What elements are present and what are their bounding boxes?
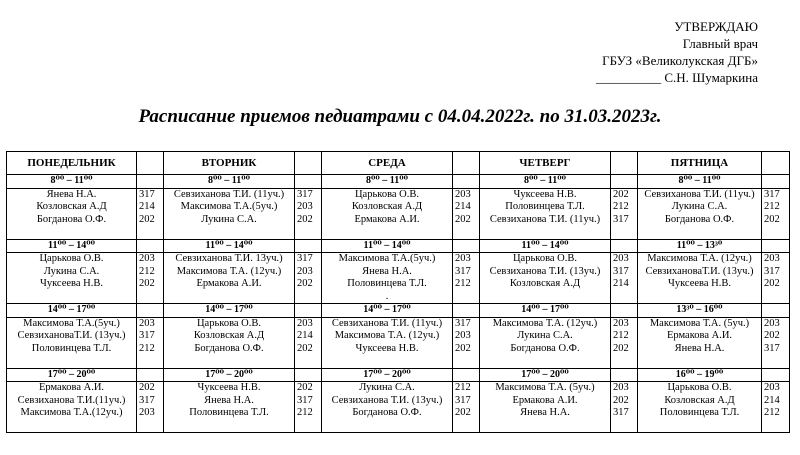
room-number: 203 bbox=[613, 253, 629, 264]
doctor-name: Максимова Т.А.(5уч.) bbox=[338, 253, 436, 264]
room-list bbox=[762, 317, 790, 368]
day-header: ПЯТНИЦА bbox=[638, 152, 762, 175]
doctor-list bbox=[7, 317, 137, 368]
doctor-list bbox=[638, 253, 762, 304]
doctor-name: Царькова О.В. bbox=[39, 253, 104, 264]
doctor-name: Лукина С.А. bbox=[359, 382, 415, 393]
room-number: 203 bbox=[297, 265, 313, 277]
doctor-name: Ермакова А.И. bbox=[354, 213, 420, 225]
time-slot: 14⁰⁰ – 17⁰⁰ bbox=[322, 304, 453, 318]
room-header bbox=[453, 152, 480, 175]
room-number: 317 bbox=[455, 317, 471, 329]
doctor-row bbox=[7, 188, 790, 239]
doctor-list bbox=[638, 188, 762, 239]
room-number: 214 bbox=[139, 201, 155, 212]
room-list bbox=[295, 188, 322, 239]
doctor-list bbox=[322, 253, 453, 304]
room-number: 214 bbox=[764, 394, 780, 406]
room-column-spacer bbox=[137, 239, 164, 253]
room-number: 317 bbox=[455, 394, 471, 406]
doctor-name: Половинцева Т.Л. bbox=[505, 201, 585, 212]
doctor-name: Богданова О.Ф. bbox=[664, 213, 735, 225]
doctor-name: Половинцева Т.Л. bbox=[189, 407, 269, 418]
room-number: 212 bbox=[613, 201, 629, 212]
room-column-spacer bbox=[295, 239, 322, 253]
time-slot: 13³⁰ – 16⁰⁰ bbox=[638, 304, 762, 318]
doctor-list bbox=[164, 382, 295, 433]
schedule-body bbox=[7, 175, 790, 433]
room-column-spacer bbox=[762, 239, 790, 253]
doctor-list bbox=[7, 382, 137, 433]
doctor-name: Максимова Т.А. (5уч.) bbox=[495, 382, 595, 393]
room-number: 317 bbox=[139, 330, 155, 341]
doctor-name: Максимова Т.А. (12уч.) bbox=[492, 317, 598, 329]
room-list bbox=[762, 382, 790, 433]
approval-signature-line: __________ С.Н. Шумаркина bbox=[596, 70, 758, 85]
time-slot: 8⁰⁰ – 11⁰⁰ bbox=[322, 175, 453, 189]
doctor-name: . bbox=[385, 290, 389, 302]
approval-organization: ГБУЗ «Великолукская ДГБ» bbox=[602, 53, 758, 68]
room-number: 212 bbox=[297, 407, 313, 418]
time-slot-row bbox=[7, 239, 790, 253]
room-column-spacer bbox=[762, 304, 790, 318]
room-column-spacer bbox=[611, 175, 638, 189]
doctor-name: Ермакова А.И. bbox=[196, 278, 262, 289]
room-number: 317 bbox=[297, 394, 313, 406]
room-number: 202 bbox=[613, 394, 629, 406]
time-slot: 11⁰⁰ – 14⁰⁰ bbox=[480, 239, 611, 253]
doctor-name: Севзиханова Т.И.(11уч.) bbox=[17, 394, 126, 406]
doctor-list bbox=[480, 188, 611, 239]
room-number: 214 bbox=[613, 278, 629, 289]
doctor-list bbox=[164, 253, 295, 304]
approval-heading: УТВЕРЖДАЮ bbox=[674, 19, 758, 34]
room-list bbox=[137, 188, 164, 239]
doctor-row bbox=[7, 253, 790, 304]
time-slot: 16⁰⁰ – 19⁰⁰ bbox=[638, 368, 762, 382]
day-header: ВТОРНИК bbox=[164, 152, 295, 175]
doctor-name: Лукина С.А. bbox=[43, 265, 100, 277]
room-column-spacer bbox=[137, 368, 164, 382]
room-number: 203 bbox=[139, 253, 155, 264]
doctor-list bbox=[638, 317, 762, 368]
doctor-list bbox=[480, 382, 611, 433]
doctor-name: Половинцева Т.Л. bbox=[659, 407, 740, 418]
doctor-name: Максимова Т.А. (12уч.) bbox=[334, 330, 440, 341]
room-column-spacer bbox=[611, 304, 638, 318]
doctor-name: Чуксеева Н.В. bbox=[40, 278, 103, 289]
doctor-name: Ермакова А.И. bbox=[666, 330, 733, 341]
room-number: 212 bbox=[139, 265, 155, 277]
room-column-spacer bbox=[453, 368, 480, 382]
room-column-spacer bbox=[453, 304, 480, 318]
doctor-name: Ермакова А.И. bbox=[512, 394, 578, 406]
doctor-name: Севзиханова Т.И. 13уч.) bbox=[175, 253, 283, 264]
room-number: 317 bbox=[297, 253, 313, 264]
doctor-name: Максимова Т.А.(12уч.) bbox=[20, 407, 123, 418]
doctor-name: Богданова О.Ф. bbox=[36, 213, 107, 225]
room-number: 317 bbox=[139, 394, 155, 406]
room-number: 202 bbox=[297, 278, 313, 289]
room-number: 202 bbox=[139, 278, 155, 289]
room-number: 203 bbox=[455, 188, 471, 200]
doctor-name: Севзиханова Т.И. (11уч.) bbox=[644, 188, 755, 200]
time-slot-row bbox=[7, 368, 790, 382]
room-number: 317 bbox=[613, 213, 629, 225]
doctor-name: Царькова О.В. bbox=[667, 382, 732, 393]
room-list bbox=[295, 382, 322, 433]
doctor-list bbox=[164, 188, 295, 239]
room-column-spacer bbox=[137, 175, 164, 189]
doctor-name: Севзиханова Т.И. (11уч.) bbox=[173, 188, 285, 200]
doctor-name: Чуксеева Н.В. bbox=[197, 382, 261, 393]
room-number: 202 bbox=[455, 213, 471, 225]
room-column-spacer bbox=[762, 368, 790, 382]
doctor-name: Максимова Т.А. (12уч.) bbox=[647, 253, 752, 264]
room-number: 202 bbox=[297, 213, 313, 225]
time-slot: 17⁰⁰ – 20⁰⁰ bbox=[164, 368, 295, 382]
day-header: ЧЕТВЕРГ bbox=[480, 152, 611, 175]
doctor-row bbox=[7, 382, 790, 433]
time-slot: 8⁰⁰ – 11⁰⁰ bbox=[638, 175, 762, 189]
doctor-name: Козловская А.Д bbox=[664, 394, 735, 406]
room-list bbox=[295, 253, 322, 304]
room-number: 317 bbox=[297, 188, 313, 200]
room-number: 202 bbox=[455, 407, 471, 418]
room-number: 317 bbox=[455, 265, 471, 277]
room-number: 203 bbox=[764, 382, 780, 393]
room-number: 203 bbox=[613, 382, 629, 393]
room-list bbox=[453, 317, 480, 368]
room-number: 212 bbox=[764, 407, 780, 418]
room-list bbox=[611, 253, 638, 304]
document-title: Расписание приемов педиатрами с 04.04.2022г. по 31.03.2023г. bbox=[138, 106, 662, 127]
doctor-list bbox=[322, 317, 453, 368]
room-number: 203 bbox=[297, 317, 313, 329]
doctor-name: Козловская А.Д bbox=[193, 330, 265, 341]
doctor-name: Лукина С.А. bbox=[201, 213, 257, 225]
doctor-name: Половинцева Т.Л. bbox=[347, 278, 427, 289]
room-number: 203 bbox=[764, 253, 780, 264]
room-column-spacer bbox=[295, 304, 322, 318]
room-list bbox=[295, 317, 322, 368]
doctor-name: Козловская А.Д bbox=[36, 201, 107, 212]
time-slot: 11⁰⁰ – 14⁰⁰ bbox=[7, 239, 137, 253]
room-number: 203 bbox=[297, 201, 313, 212]
room-column-spacer bbox=[453, 239, 480, 253]
doctor-name: Максимова Т.А.(5уч.) bbox=[23, 317, 120, 329]
room-number: 203 bbox=[139, 317, 155, 329]
room-number: 212 bbox=[455, 382, 471, 393]
doctor-list bbox=[480, 253, 611, 304]
room-number: 202 bbox=[297, 342, 313, 354]
days-header-row bbox=[7, 152, 790, 175]
room-number: 214 bbox=[455, 201, 471, 212]
time-slot-row bbox=[7, 304, 790, 318]
doctor-name: Янева Н.А. bbox=[204, 394, 254, 406]
doctor-name: Янева Н.А. bbox=[674, 342, 725, 354]
room-number: 317 bbox=[764, 265, 780, 277]
time-slot: 17⁰⁰ – 20⁰⁰ bbox=[7, 368, 137, 382]
doctor-name: Царькова О.В. bbox=[354, 188, 420, 200]
doctor-name: Чуксеева Н.В. bbox=[355, 342, 419, 354]
room-column-spacer bbox=[453, 175, 480, 189]
room-number: 317 bbox=[764, 342, 780, 354]
room-number: 317 bbox=[764, 188, 780, 200]
time-slot: 8⁰⁰ – 11⁰⁰ bbox=[7, 175, 137, 189]
room-list bbox=[453, 188, 480, 239]
room-column-spacer bbox=[295, 175, 322, 189]
doctor-name: Богданова О.Ф. bbox=[510, 342, 580, 354]
time-slot: 14⁰⁰ – 17⁰⁰ bbox=[480, 304, 611, 318]
room-number: 212 bbox=[455, 278, 471, 289]
room-number: 212 bbox=[139, 342, 155, 354]
doctor-name: Козловская А.Д bbox=[351, 201, 423, 212]
room-number: 317 bbox=[613, 265, 629, 277]
room-number: 203 bbox=[613, 317, 629, 329]
room-number: 212 bbox=[613, 330, 629, 341]
time-slot: 14⁰⁰ – 17⁰⁰ bbox=[7, 304, 137, 318]
doctor-name: Севзиханова Т.И. (11уч.) bbox=[331, 317, 443, 329]
room-header bbox=[762, 152, 790, 175]
room-number: 202 bbox=[764, 330, 780, 341]
room-list bbox=[762, 188, 790, 239]
room-header bbox=[611, 152, 638, 175]
room-number: 202 bbox=[764, 278, 780, 289]
approval-position: Главный врач bbox=[682, 36, 758, 51]
room-number: 212 bbox=[764, 201, 780, 212]
time-slot: 14⁰⁰ – 17⁰⁰ bbox=[164, 304, 295, 318]
doctor-row bbox=[7, 317, 790, 368]
doctor-name: Янева Н.А. bbox=[46, 188, 97, 200]
doctor-name: Максимова Т.А. (12уч.) bbox=[176, 265, 282, 277]
doctor-name: СевзихановаТ.И. (13уч.) bbox=[645, 265, 754, 277]
doctor-list bbox=[7, 253, 137, 304]
approval-block bbox=[596, 18, 758, 86]
day-header: ПОНЕДЕЛЬНИК bbox=[7, 152, 137, 175]
room-number: 202 bbox=[297, 382, 313, 393]
doctor-list bbox=[7, 188, 137, 239]
schedule-table bbox=[6, 151, 790, 433]
room-header bbox=[295, 152, 322, 175]
room-number: 203 bbox=[764, 317, 780, 329]
room-list bbox=[453, 253, 480, 304]
doctor-name: Севзиханова Т.И. (13уч.) bbox=[489, 265, 601, 277]
doctor-list bbox=[164, 317, 295, 368]
time-slot: 11⁰⁰ – 13³⁰ bbox=[638, 239, 762, 253]
room-number: 202 bbox=[455, 342, 471, 354]
room-number: 202 bbox=[613, 342, 629, 354]
room-list bbox=[137, 382, 164, 433]
room-number: 203 bbox=[455, 330, 471, 341]
doctor-list bbox=[638, 382, 762, 433]
room-column-spacer bbox=[611, 368, 638, 382]
doctor-list bbox=[322, 188, 453, 239]
room-list bbox=[137, 317, 164, 368]
doctor-list bbox=[480, 317, 611, 368]
room-list bbox=[611, 382, 638, 433]
doctor-name: Севзиханова Т.И. (11уч.) bbox=[489, 213, 601, 225]
room-number: 214 bbox=[297, 330, 313, 341]
day-header: СРЕДА bbox=[322, 152, 453, 175]
doctor-name: Лукина С.А. bbox=[671, 201, 728, 212]
doctor-name: СевзихановаТ.И. (13уч.) bbox=[17, 330, 126, 341]
room-list bbox=[453, 382, 480, 433]
room-column-spacer bbox=[762, 175, 790, 189]
doctor-name: Чуксеева Н.В. bbox=[668, 278, 731, 289]
doctor-name: Максимова Т.А. (5уч.) bbox=[649, 317, 750, 329]
doctor-name: Севзиханова Т.И. (13уч.) bbox=[331, 394, 443, 406]
doctor-name: Козловская А.Д bbox=[509, 278, 581, 289]
room-column-spacer bbox=[611, 239, 638, 253]
time-slot: 17⁰⁰ – 20⁰⁰ bbox=[480, 368, 611, 382]
time-slot-row bbox=[7, 175, 790, 189]
doctor-name: Максимова Т.А.(5уч.) bbox=[180, 201, 278, 212]
doctor-name: Ермакова А.И. bbox=[38, 382, 105, 393]
room-column-spacer bbox=[295, 368, 322, 382]
room-column-spacer bbox=[137, 304, 164, 318]
room-number: 202 bbox=[764, 213, 780, 225]
doctor-name: Янева Н.А. bbox=[362, 265, 412, 277]
room-number: 202 bbox=[139, 213, 155, 225]
doctor-name: Чуксеева Н.В. bbox=[513, 188, 577, 200]
doctor-name: Царькова О.В. bbox=[512, 253, 578, 264]
room-number: 203 bbox=[139, 407, 155, 418]
doctor-name: Лукина С.А. bbox=[517, 330, 573, 341]
doctor-name: Богданова О.Ф. bbox=[352, 407, 422, 418]
room-number: 202 bbox=[613, 188, 629, 200]
doctor-name: Царькова О.В. bbox=[196, 317, 262, 329]
room-list bbox=[762, 253, 790, 304]
room-list bbox=[137, 253, 164, 304]
room-list bbox=[611, 317, 638, 368]
room-header bbox=[137, 152, 164, 175]
time-slot: 17⁰⁰ – 20⁰⁰ bbox=[322, 368, 453, 382]
time-slot: 8⁰⁰ – 11⁰⁰ bbox=[480, 175, 611, 189]
doctor-name: Половинцева Т.Л. bbox=[31, 342, 112, 354]
time-slot: 11⁰⁰ – 14⁰⁰ bbox=[164, 239, 295, 253]
room-number: 202 bbox=[139, 382, 155, 393]
doctor-name: Богданова О.Ф. bbox=[194, 342, 264, 354]
time-slot: 11⁰⁰ – 14⁰⁰ bbox=[322, 239, 453, 253]
doctor-list bbox=[322, 382, 453, 433]
room-number: 317 bbox=[139, 188, 155, 200]
room-list bbox=[611, 188, 638, 239]
room-number: 317 bbox=[613, 407, 629, 418]
doctor-name: Янева Н.А. bbox=[520, 407, 570, 418]
room-number: 203 bbox=[455, 253, 471, 264]
time-slot: 8⁰⁰ – 11⁰⁰ bbox=[164, 175, 295, 189]
